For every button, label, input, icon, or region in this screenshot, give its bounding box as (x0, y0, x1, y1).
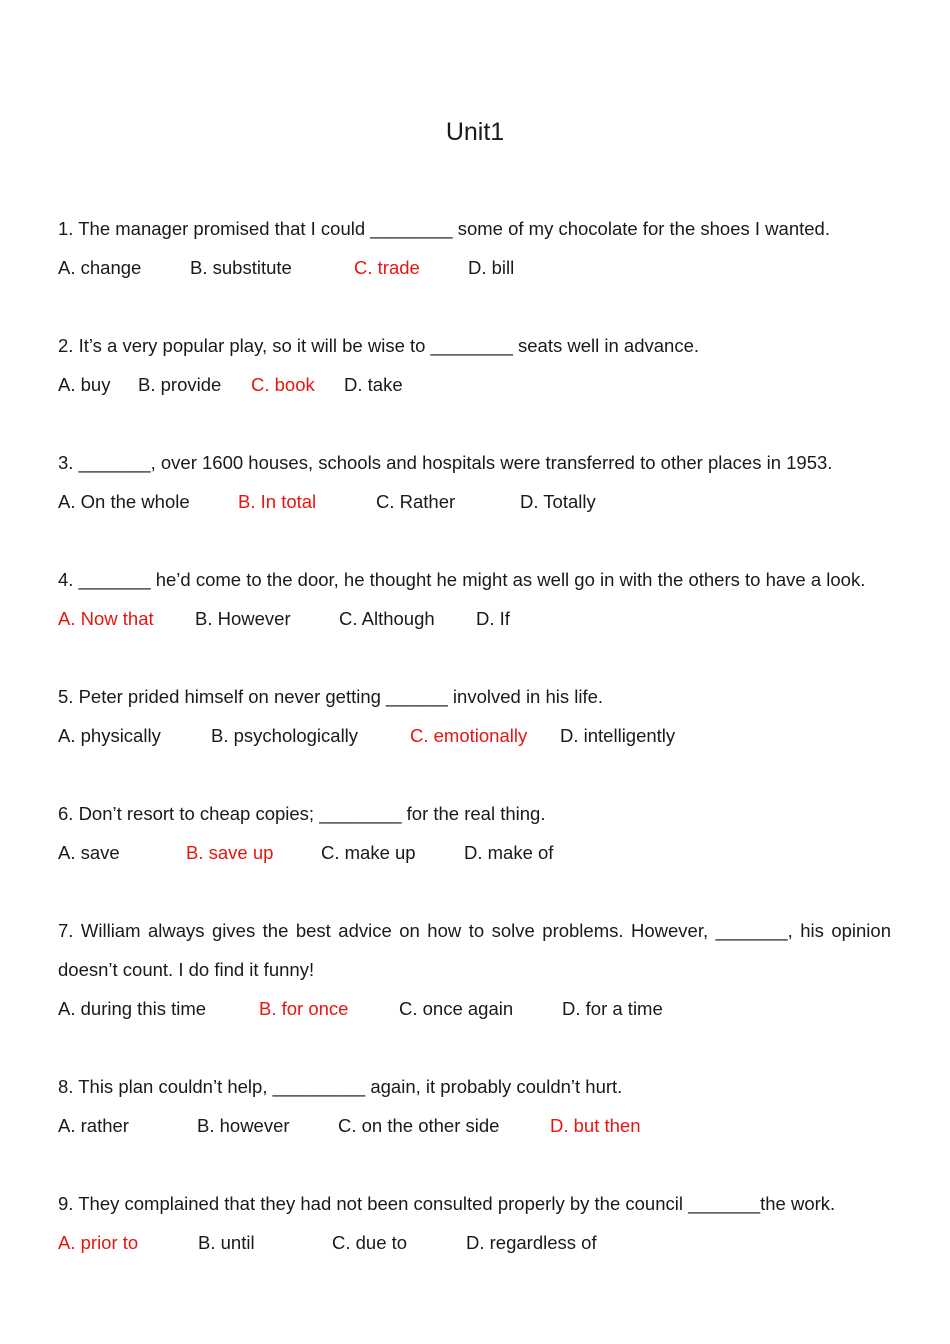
question-6 (58, 794, 891, 872)
question-stem: 6. Don’t resort to cheap copies; ________ for the real thing. (58, 803, 546, 824)
option-c-answer: C. book (251, 374, 315, 395)
option-a: A. On the whole (58, 491, 190, 512)
question-stem: 8. This plan couldn’t help, _________ again, it probably couldn’t hurt. (58, 1076, 623, 1097)
option-d-answer: D. but then (550, 1115, 641, 1136)
option-b: B. provide (138, 374, 222, 395)
option-a: A. save (58, 842, 120, 863)
question-stem: 9. They complained that they had not been consulted properly by the council _______the work. (58, 1193, 836, 1214)
option-d: D. Totally (520, 491, 596, 512)
option-c: C. due to (332, 1232, 408, 1253)
question-4 (58, 560, 891, 638)
question-2 (58, 326, 891, 404)
question-1 (58, 209, 891, 287)
option-b: B. however (197, 1115, 290, 1136)
options-row (58, 482, 891, 521)
question-stem: 7. William always gives the best advice on how to solve problems. However, _______, his opinion doesn’t count. I do find it funny! (58, 920, 891, 980)
option-b-answer: B. for once (259, 998, 349, 1019)
question-7 (58, 911, 891, 1028)
question-8 (58, 1067, 891, 1145)
options-row (58, 1223, 891, 1262)
options-row (58, 989, 891, 1028)
option-b-answer: B. save up (186, 842, 274, 863)
option-a: A. during this time (58, 998, 207, 1019)
option-c: C. Although (339, 608, 435, 629)
question-stem: 1. The manager promised that I could ________ some of my chocolate for the shoes I wanted. (58, 218, 830, 239)
option-a: A. change (58, 257, 142, 278)
option-d: D. intelligently (560, 725, 676, 746)
option-a-answer: A. Now that (58, 608, 154, 629)
option-a: A. buy (58, 374, 111, 395)
option-d: D. bill (468, 257, 515, 278)
options-row (58, 716, 891, 755)
options-row (58, 599, 891, 638)
options-row (58, 365, 891, 404)
option-b: B. However (195, 608, 291, 629)
option-d: D. for a time (562, 998, 663, 1019)
options-row (58, 248, 891, 287)
option-b: B. psychologically (211, 725, 359, 746)
option-d: D. take (344, 374, 403, 395)
option-d: D. make of (464, 842, 554, 863)
question-stem: 3. _______, over 1600 houses, schools and hospitals were transferred to other places in 1953. (58, 452, 833, 473)
option-b: B. until (198, 1232, 255, 1253)
question-stem: 5. Peter prided himself on never getting ______ involved in his life. (58, 686, 604, 707)
option-c-answer: C. trade (354, 257, 420, 278)
option-a-answer: A. prior to (58, 1232, 139, 1253)
option-a: A. rather (58, 1115, 129, 1136)
option-a: A. physically (58, 725, 161, 746)
option-c: C. on the other side (338, 1115, 500, 1136)
option-d: D. If (476, 608, 510, 629)
question-5 (58, 677, 891, 755)
option-b-answer: B. In total (238, 491, 317, 512)
question-stem: 4. _______ he’d come to the door, he thought he might as well go in with the others to have a look. (58, 569, 866, 590)
options-row (58, 833, 891, 872)
question-9 (58, 1184, 891, 1262)
option-c: C. make up (321, 842, 416, 863)
option-d: D. regardless of (466, 1232, 597, 1253)
question-3 (58, 443, 891, 521)
option-b: B. substitute (190, 257, 292, 278)
options-row (58, 1106, 891, 1145)
option-c: C. once again (399, 998, 514, 1019)
question-stem: 2. It’s a very popular play, so it will be wise to ________ seats well in advance. (58, 335, 700, 356)
option-c: C. Rather (376, 491, 456, 512)
page-title: Unit1 (445, 118, 505, 146)
option-c-answer: C. emotionally (410, 725, 528, 746)
